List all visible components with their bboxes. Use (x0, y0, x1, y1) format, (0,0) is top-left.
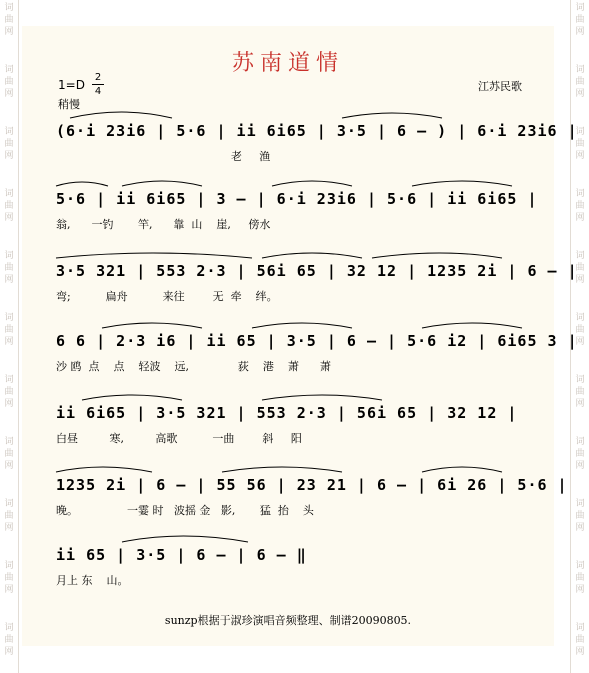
right-watermark: 词 曲 网 词 曲 网 词 曲 网 词 曲 网 词 曲 网 词 曲 网 词 曲 网 词 曲 网 词 曲 网 词 曲 网 词 曲 网 (575, 3, 585, 657)
slur-arc (222, 467, 342, 472)
left-watermark: 词 曲 网 词 曲 网 词 曲 网 词 曲 网 词 曲 网 词 曲 网 词 曲 网 词 曲 网 词 曲 网 词 曲 网 词 曲 网 (4, 3, 14, 657)
lyric-line-4: 沙 鸥 点 点 轻波 远, 荻 港 萧 萧 (56, 360, 331, 373)
left-margin-line (18, 0, 19, 673)
key-signature: 1=D (58, 78, 85, 92)
song-title: 苏南道情 (231, 51, 344, 76)
lyric-line-5: 白昼 寒, 高歌 一曲 斜 阳 (56, 432, 302, 445)
time-signature-top: 2 (94, 72, 102, 83)
tempo-marking: 稍慢 (58, 98, 80, 111)
lyric-line-2: 翁, 一钓 竿, 靠 山 崖, 傍水 (56, 218, 271, 231)
score-sheet (22, 26, 578, 646)
notation-line-5: ii 6i65 | 3·5 321 | 553 2·3 | 56i 65 | 32 12 | (56, 404, 518, 422)
slur-arc (262, 395, 382, 400)
slur-arc (122, 181, 202, 186)
slur-arc (342, 113, 442, 118)
notation-line-3: 3·5 321 | 553 2·3 | 56i 65 | 32 12 | 1235 2i | 6 — | (56, 262, 578, 280)
notation-line-7: ii 65 | 3·5 | 6 — | 6 — ‖ (56, 546, 307, 564)
transcription-credit: sunzp根据于淑珍演唱音频整理、制谱20090805. (164, 614, 412, 627)
slur-arc (412, 181, 512, 186)
slur-arc (56, 467, 152, 472)
slur-arc (70, 112, 172, 118)
lyric-line-6: 晚。 一霎 时 波摇 金 影, 猛 抬 头 (56, 504, 314, 517)
slur-arc (56, 253, 252, 258)
slur-arc (262, 253, 362, 258)
slur-arc (372, 253, 502, 258)
time-signature-bottom: 4 (94, 86, 102, 97)
slur-arc (252, 323, 352, 328)
slur-arc (102, 323, 202, 328)
slur-arc (82, 395, 182, 400)
lyric-line-1: 老 渔 (56, 150, 271, 163)
slur-arc (272, 181, 352, 186)
slur-arc (422, 467, 502, 472)
notation-line-4: 6 6 | 2·3 i6 | ii 65 | 3·5 | 6 — | 5·6 i2 | 6i65 3 | (56, 332, 578, 350)
time-signature-bar (92, 84, 104, 85)
slur-arc (422, 323, 522, 328)
slur-arc (122, 536, 248, 542)
time-signature (92, 72, 104, 97)
notation-line-2: 5·6 | ii 6i65 | 3 — | 6·i 23i6 | 5·6 | ii 6i65 | (56, 190, 538, 208)
composer-credit: 江苏民歌 (478, 80, 522, 93)
lyric-line-3: 弯; 扁舟 来往 无 牵 绊。 (56, 290, 278, 303)
notation-line-1: (6·i 23i6 | 5·6 | ii 6i65 | 3·5 | 6 — ) | 6·i 23i6 | (56, 122, 578, 140)
slur-arc (56, 182, 108, 186)
notation-line-6: 1235 2i | 6 — | 55 56 | 23 21 | 6 — | 6i 26 | 5·6 | (56, 476, 568, 494)
lyric-line-7: 月上 东 山。 (56, 574, 129, 587)
